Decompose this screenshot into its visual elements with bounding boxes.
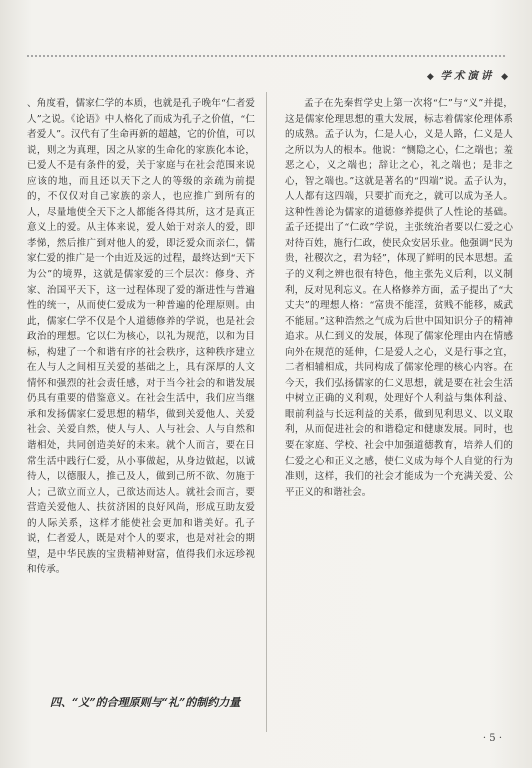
page-number: · 5 · [482,733,502,744]
section-heading: 四、“义”的合理原则与“礼”的制约力量 [50,696,241,709]
left-paragraph-1: 、角度看，儒家仁学的本质，也就是孔子晚年“仁者爱人”之说。《论语》中人格化了而成为孔子之价值，“仁者爱人”。汉代有了生命再新的超越，它的价值，可以说，则之为真理，因之从家的生命化的家族化本论，已爱人不是有条件的爱，关于家庭与在社会范围来说应该的地，而且还以天下之人的等级的亲疏为前提的，不仅仅对自己家族的亲人，也应推广到所有的人，尽量地使全天下之人都能各得其所，这才是真正意义上的爱。从主体来说，爱人始于对亲人的爱，即孝悌，然后推广到对他人的爱，即泛爱众而亲仁，儒家仁爱的推广是一个由近及远的过程，最终达到“天下为公”的境界，这就是儒家爱的三个层次：修身、齐家、治国平天下，这一过程体现了爱的渐进性与普遍性的统一，从而使仁爱成为一种普遍的伦理原则。由此，儒家仁学不仅是个人道德修养的学说，也是社会政治的理想。它以仁为核心，以礼为规范，以和为目标，构建了一个和谐有序的社会秩序，这种秩序建立在人与人之间相互关爱的基础之上，具有深厚的人文情怀和强烈的社会责任感，对于当今社会的和谐发展仍具有重要的借鉴意义。在社会生活中，我们应当继承和发扬儒家仁爱思想的精华，做到关爱他人、关爱社会、关爱自然，使人与人、人与社会、人与自然和谐相处，共同创造美好的未来。就个人而言，要在日常生活中践行仁爱，从小事做起，从身边做起，以诚待人，以德服人，推己及人，做到己所不欲、勿施于人；己欲立而立人，己欲达而达人。就社会而言，要营造关爱他人、扶贫济困的良好风尚，形成互助友爱的人际关系，这样才能使社会更加和谐美好。孔子说，仁者爱人，既是对个人的要求，也是对社会的期望，是中华民族的宝贵精神财富，值得我们永远珍视和传承。 [27,98,255,576]
right-column [285,96,513,728]
left-column [27,96,255,686]
running-head-title: 学术演讲 [440,70,495,82]
ornament-left: ◆ [426,72,434,82]
ornament-right: ◆ [501,72,508,82]
running-head [427,68,508,83]
column-divider [266,92,267,732]
right-paragraph-1: 孟子在先秦哲学史上第一次将“仁”与“义”并提，这是儒家伦理思想的重大发展，标志着儒家伦理体系的成熟。孟子认为，仁是人心，义是人路，仁义是人之所以为人的根本。他说：“恻隐之心，仁之端也；羞恶之心，义之端也；辞让之心，礼之端也；是非之心，智之端也。”这就是著名的“四端”说。孟子认为，人人都有这四端，只要扩而充之，就可以成为圣人。这种性善论为儒家的道德修养提供了人性论的基础。孟子还提出了“仁政”学说，主张统治者要以仁爱之心对待百姓，施行仁政，使民众安居乐业。他强调“民为贵，社稷次之，君为轻”，体现了鲜明的民本思想。孟子的义利之辨也很有特色，他主张先义后利，以义制利，反对见利忘义。在人格修养方面，孟子提出了“大丈夫”的理想人格：“富贵不能淫，贫贱不能移，威武不能屈。”这种浩然之气成为后世中国知识分子的精神追求。从仁到义的发展，体现了儒家伦理由内在情感向外在规范的延伸，仁是爱人之心，义是行事之宜，二者相辅相成，共同构成了儒家伦理的核心内容。在今天，我们弘扬儒家的仁义思想，就是要在社会生活中树立正确的义利观，处理好个人利益与集体利益、眼前利益与长远利益的关系，做到见利思义、以义取利，从而促进社会的和谐稳定和健康发展。同时，也要在家庭、学校、社会中加强道德教育，培养人们的仁爱之心和正义之感，使仁义成为每个人自觉的行为准则，这样，我们的社会才能成为一个充满关爱、公平正义的和谐社会。 [285,98,513,498]
header-dotted-rule [26,53,506,59]
